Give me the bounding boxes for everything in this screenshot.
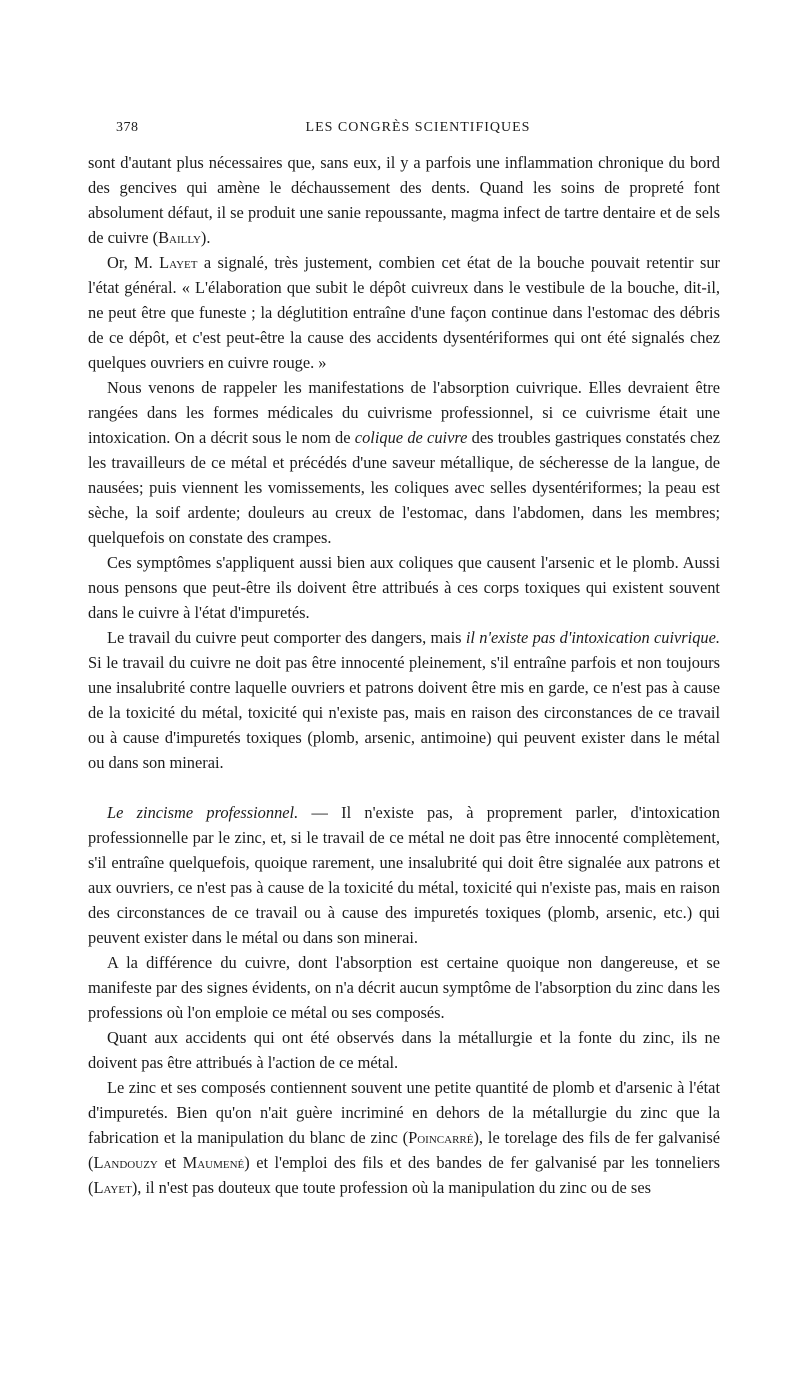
paragraph: Nous venons de rappeler les manifestations de l'absorption cuivrique. Elles devraient être rangées dans les formes médicales du cuivrisme professionnel, si ce cuivrisme était une intoxication. On a décrit sous le nom de colique de cuivre des troubles gastriques constatés chez les travailleurs de ce métal et précédés d'une saveur métallique, de sécheresse de la langue, de nausées; puis viennent les vomissements, les coliques avec selles dysentériformes; la peau est sèche, la soif ardente; douleurs au creux de l'estomac, dans l'abdomen, dans les membres; quelquefois on constate des crampes. [88, 378, 720, 547]
author-name: Poincarré [408, 1128, 474, 1147]
emphasis: colique de cuivre [354, 428, 468, 447]
paragraph: sont d'autant plus nécessaires que, sans eux, il y a parfois une inflammation chronique du bord des gencives qui amène le déchaussement des dents. Quand les soins de propreté font absolument défaut, il se produit une sanie repoussante, magma infect de tartre dentaire et de sels de cuivre (Bailly). [88, 153, 720, 247]
paragraph: Le travail du cuivre peut comporter des dangers, mais il n'existe pas d'intoxication cuivrique. Si le travail du cuivre ne doit pas être innocenté pleinement, s'il entraîne parfois et non toujours une insalubrité contre laquelle ouvriers et patrons doivent être mis en garde, ce n'est pas à cause de la toxicité du métal, toxicité qui n'existe pas, mais en raison des circonstances de ce travail ou à cause d'impuretés toxiques (plomb, arsenic, antimoine) qui peuvent exister dans le métal ou dans son minerai. [88, 628, 720, 772]
author-name: Landouzy [93, 1153, 158, 1172]
page-number: 378 [116, 120, 139, 135]
paragraph: Le zinc et ses composés contiennent souvent une petite quantité de plomb et d'arsenic à l'état d'impuretés. Bien qu'on n'ait guère incriminé en dehors de la métallurgie du zinc que la fabrication et la manipulation du blanc de zinc (Poincarré), le torelage des fils de fer galvanisé (Landouzy et Maumené) et l'emploi des fils et des bandes de fer galvanisé par les tonneliers (Layet), il n'est pas douteux que toute profession où la manipulation du zinc ou de ses [88, 1078, 721, 1197]
author-name: Layet [159, 253, 198, 272]
paragraph: Or, M. Layet a signalé, très justement, combien cet état de la bouche pouvait retentir sur l'état général. « L'élaboration que subit le dépôt cuivreux dans le vestibule de la bouche, dit-il, ne peut être que funeste ; la déglutition entraîne d'une façon continue dans l'estomac des débris de ce dépôt, et c'est peut-être la cause des accidents dysentériformes qui ont été signalés chez quelques ouvriers en cuivre rouge. » [88, 253, 720, 372]
paragraph: Ces symptômes s'appliquent aussi bien aux coliques que causent l'arsenic et le plomb. Aussi nous pensons que peut-être ils doivent être attribués à ces corps toxiques qui existent souvent dans le cuivre à l'état d'impuretés. [88, 553, 720, 622]
paragraph: Quant aux accidents qui ont été observés dans la métallurgie et la fonte du zinc, ils ne doivent pas être attribués à l'action de ce métal. [88, 1028, 720, 1072]
author-name: Maumené [182, 1153, 245, 1172]
author-name: Bailly [158, 228, 201, 247]
paragraph: A la différence du cuivre, dont l'absorption est certaine quoique non dangereuse, et se manifeste par des signes évidents, on n'a décrit aucun symptôme de l'absorption du zinc dans les professions où l'on emploie ce métal ou ses composés. [88, 953, 720, 1022]
running-header [116, 120, 720, 140]
emphasis: il n'existe pas d'intoxication cuivrique. [465, 628, 720, 647]
body-text [88, 150, 720, 1200]
author-name: Layet [93, 1178, 132, 1197]
section-heading: Le zincisme professionnel. [107, 803, 299, 822]
running-title: LES CONGRÈS SCIENTIFIQUES [305, 120, 531, 135]
section-paragraph: Le zincisme professionnel. — Il n'existe pas, à proprement parler, d'intoxication professionnelle par le zinc, et, si le travail de ce métal ne doit pas être innocenté complètement, s'il entraîne quelquefois, quoique rarement, une insalubrité qui doit être signalée aux patrons et aux ouvriers, ce n'est pas à cause de la toxicité du métal, toxicité qui n'existe pas, mais en raison des circonstances de ce travail ou à cause des impuretés toxiques (plomb, arsenic, etc.) qui peuvent exister dans le métal ou dans son minerai. [88, 803, 720, 947]
